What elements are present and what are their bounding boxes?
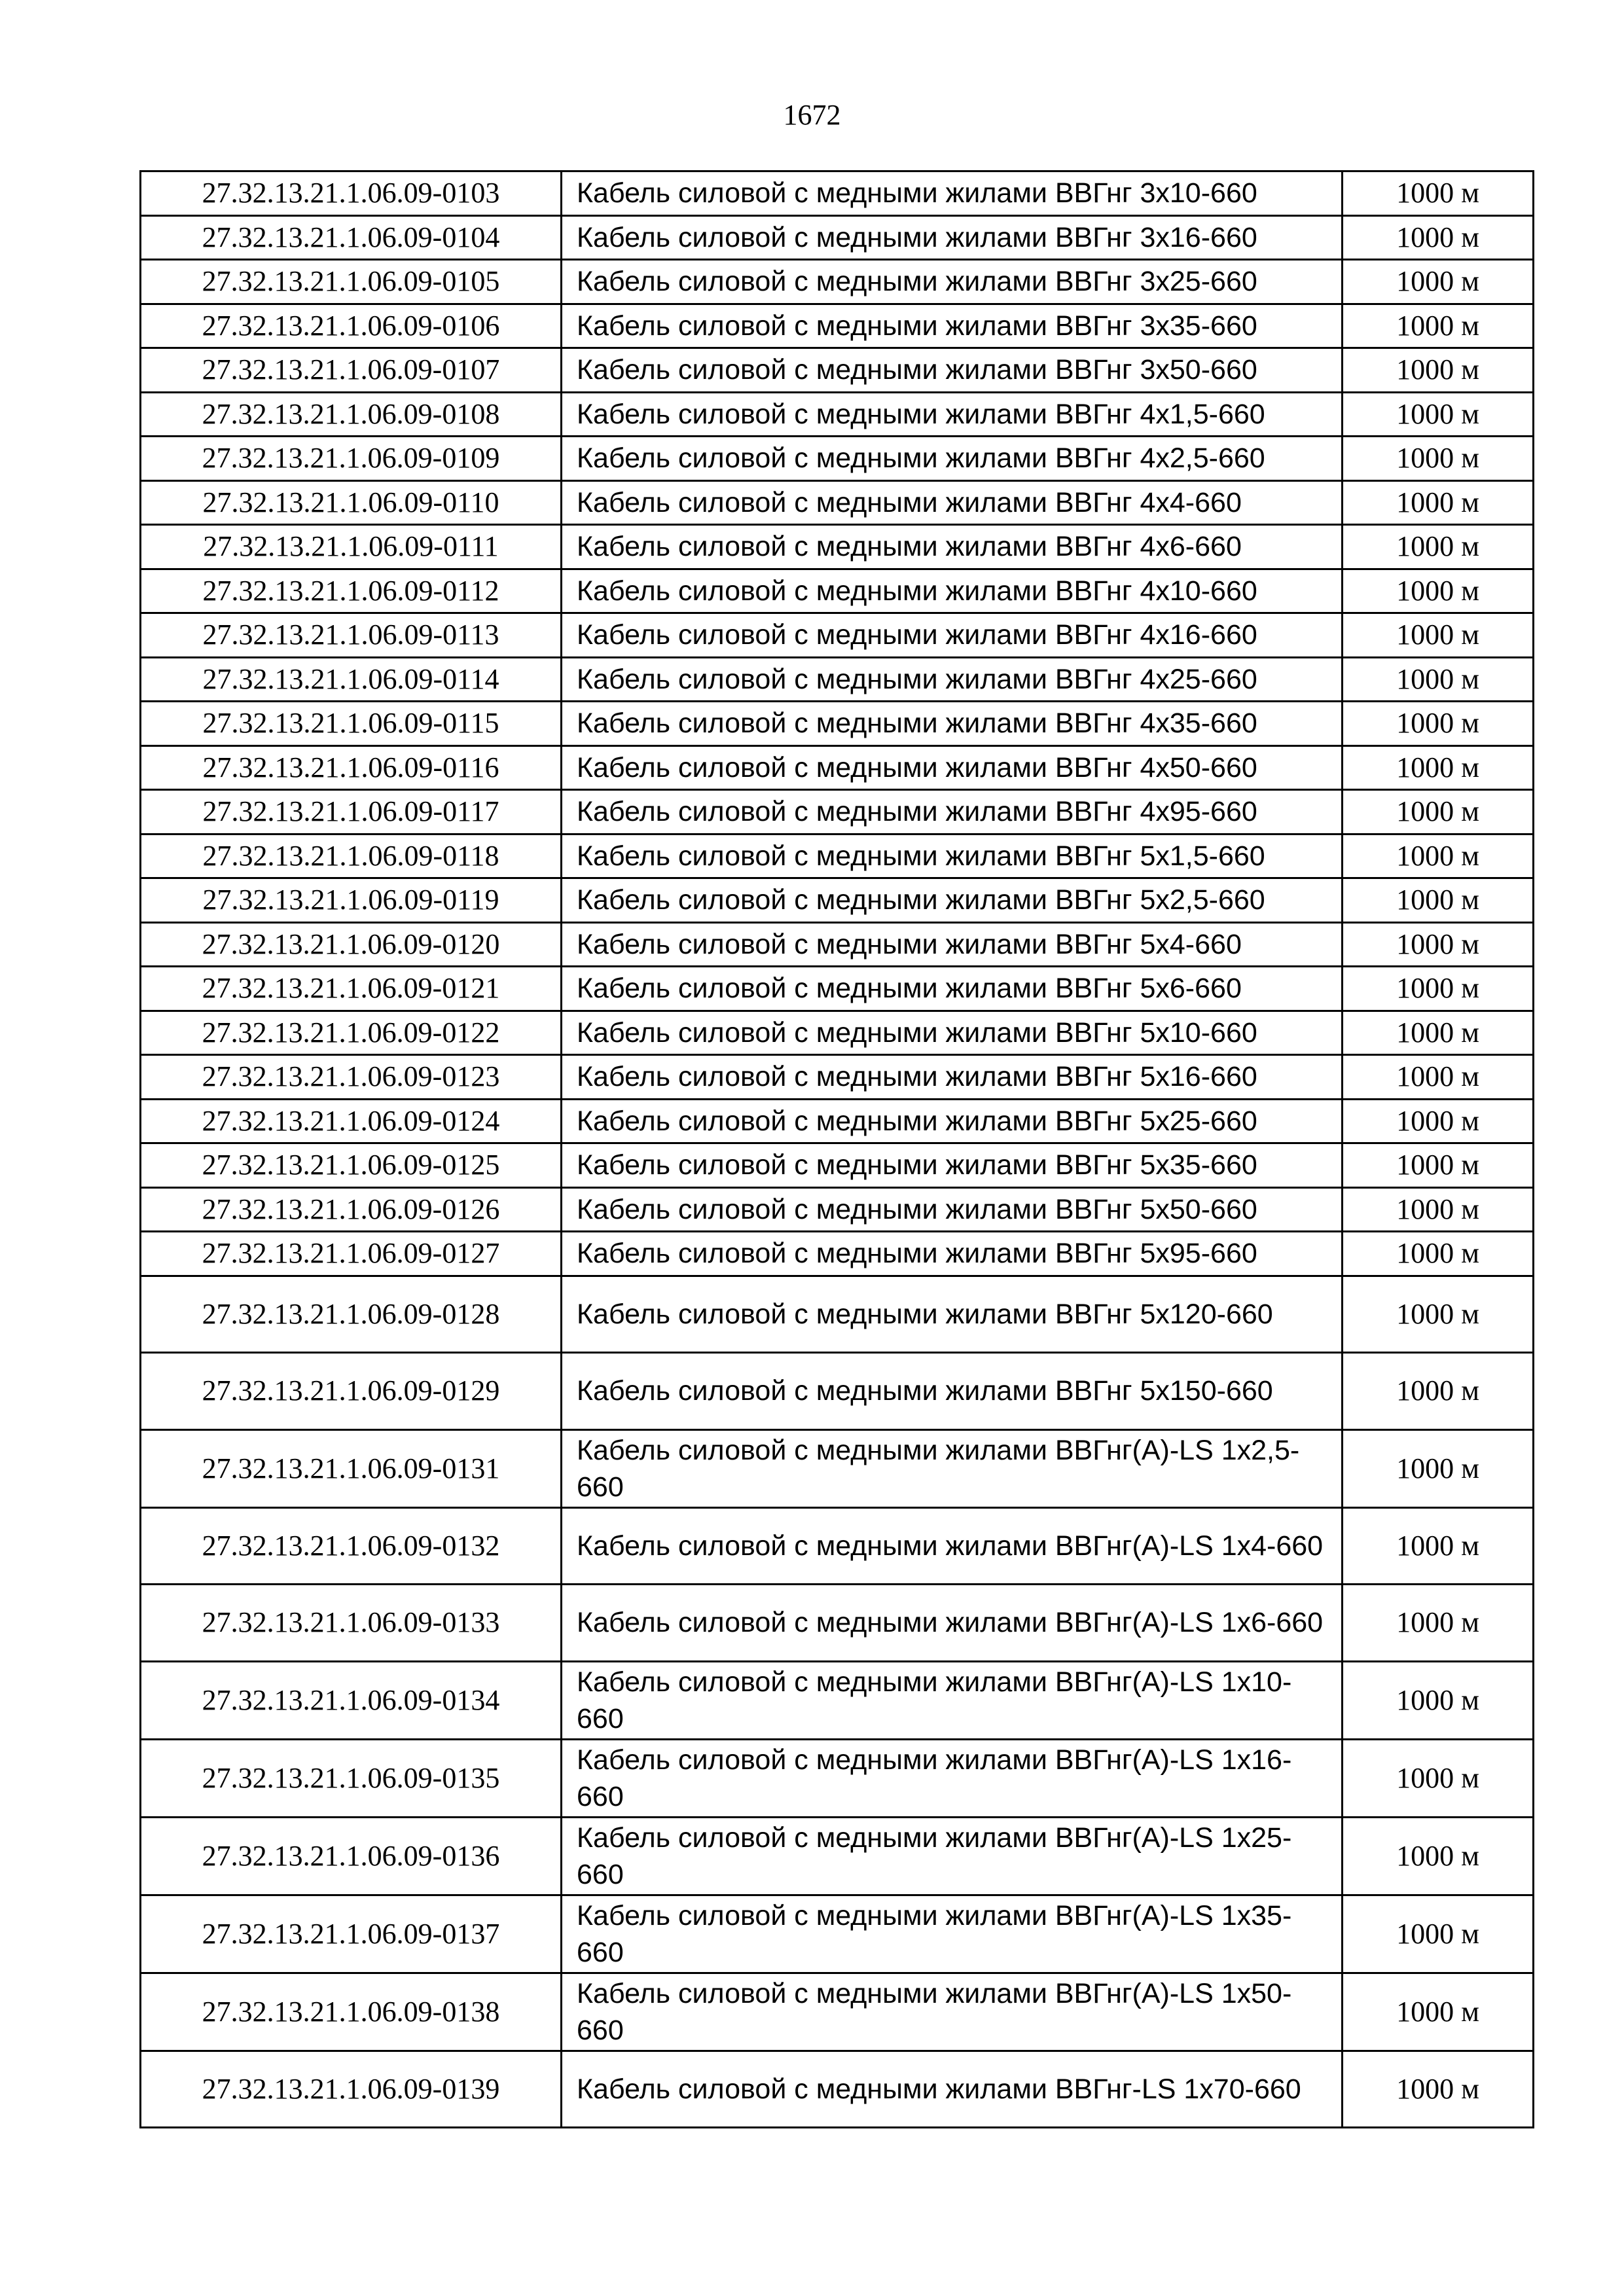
resource-unit: 1000 м	[1343, 1895, 1534, 1973]
resource-unit: 1000 м	[1343, 790, 1534, 834]
table-row	[141, 834, 1534, 878]
resource-unit: 1000 м	[1343, 745, 1534, 790]
table-row	[141, 1817, 1534, 1895]
table-row	[141, 2051, 1534, 2128]
resource-code: 27.32.13.21.1.06.09-0128	[141, 1276, 562, 1353]
resource-name: Кабель силовой с медными жилами ВВГнг 5х10-660	[562, 1011, 1343, 1055]
resource-code: 27.32.13.21.1.06.09-0126	[141, 1187, 562, 1232]
resource-code: 27.32.13.21.1.06.09-0123	[141, 1055, 562, 1100]
resource-unit: 1000 м	[1343, 1973, 1534, 2051]
resource-unit: 1000 м	[1343, 702, 1534, 746]
resource-unit: 1000 м	[1343, 1507, 1534, 1585]
table-row	[141, 392, 1534, 437]
resource-name: Кабель силовой с медными жилами ВВГнг 4х6-660	[562, 525, 1343, 569]
table-row	[141, 260, 1534, 304]
resource-unit: 1000 м	[1343, 834, 1534, 878]
table-row	[141, 480, 1534, 525]
resource-name: Кабель силовой с медными жилами ВВГнг 5х95-660	[562, 1232, 1343, 1276]
resource-code: 27.32.13.21.1.06.09-0117	[141, 790, 562, 834]
resource-code: 27.32.13.21.1.06.09-0116	[141, 745, 562, 790]
resource-unit: 1000 м	[1343, 1143, 1534, 1188]
resource-name: Кабель силовой с медными жилами ВВГнг(А)-LS 1х2,5-660	[562, 1429, 1343, 1507]
resource-name: Кабель силовой с медными жилами ВВГнг-LS 1х70-660	[562, 2051, 1343, 2128]
resource-code: 27.32.13.21.1.06.09-0125	[141, 1143, 562, 1188]
resource-unit: 1000 м	[1343, 569, 1534, 613]
resource-code: 27.32.13.21.1.06.09-0124	[141, 1099, 562, 1143]
resource-name: Кабель силовой с медными жилами ВВГнг 4х2,5-660	[562, 437, 1343, 481]
table-row	[141, 304, 1534, 348]
table-row	[141, 569, 1534, 613]
resource-code: 27.32.13.21.1.06.09-0118	[141, 834, 562, 878]
resource-code: 27.32.13.21.1.06.09-0112	[141, 569, 562, 613]
table-row	[141, 1276, 1534, 1353]
resource-code: 27.32.13.21.1.06.09-0122	[141, 1011, 562, 1055]
resource-code: 27.32.13.21.1.06.09-0120	[141, 922, 562, 967]
resource-unit: 1000 м	[1343, 1011, 1534, 1055]
resource-name: Кабель силовой с медными жилами ВВГнг 3х16-660	[562, 215, 1343, 260]
resource-name: Кабель силовой с медными жилами ВВГнг 5х1,5-660	[562, 834, 1343, 878]
resource-code: 27.32.13.21.1.06.09-0138	[141, 1973, 562, 2051]
resource-code: 27.32.13.21.1.06.09-0136	[141, 1817, 562, 1895]
table-row	[141, 702, 1534, 746]
resource-code: 27.32.13.21.1.06.09-0105	[141, 260, 562, 304]
resource-name: Кабель силовой с медными жилами ВВГнг(А)-LS 1х6-660	[562, 1585, 1343, 1662]
resource-name: Кабель силовой с медными жилами ВВГнг(А)-LS 1х4-660	[562, 1507, 1343, 1585]
resource-code: 27.32.13.21.1.06.09-0114	[141, 657, 562, 702]
resource-unit: 1000 м	[1343, 348, 1534, 393]
table-row	[141, 745, 1534, 790]
resource-name: Кабель силовой с медными жилами ВВГнг 5х2,5-660	[562, 878, 1343, 923]
resource-name: Кабель силовой с медными жилами ВВГнг 5х4-660	[562, 922, 1343, 967]
resource-unit: 1000 м	[1343, 1232, 1534, 1276]
resource-unit: 1000 м	[1343, 1661, 1534, 1739]
table-row	[141, 1585, 1534, 1662]
resource-unit: 1000 м	[1343, 1099, 1534, 1143]
resource-name: Кабель силовой с медными жилами ВВГнг(А)-LS 1х25-660	[562, 1817, 1343, 1895]
resource-code: 27.32.13.21.1.06.09-0133	[141, 1585, 562, 1662]
resource-code: 27.32.13.21.1.06.09-0109	[141, 437, 562, 481]
resource-name: Кабель силовой с медными жилами ВВГнг 5х50-660	[562, 1187, 1343, 1232]
table-row	[141, 790, 1534, 834]
resource-name: Кабель силовой с медными жилами ВВГнг 4х1,5-660	[562, 392, 1343, 437]
resource-name: Кабель силовой с медными жилами ВВГнг 3х35-660	[562, 304, 1343, 348]
table-row	[141, 348, 1534, 393]
table-row	[141, 613, 1534, 658]
table-row	[141, 657, 1534, 702]
resource-unit: 1000 м	[1343, 525, 1534, 569]
resource-name: Кабель силовой с медными жилами ВВГнг 4х50-660	[562, 745, 1343, 790]
table-row	[141, 922, 1534, 967]
resource-name: Кабель силовой с медными жилами ВВГнг 4х35-660	[562, 702, 1343, 746]
resource-unit: 1000 м	[1343, 480, 1534, 525]
resource-code: 27.32.13.21.1.06.09-0119	[141, 878, 562, 923]
resource-unit: 1000 м	[1343, 215, 1534, 260]
resource-unit: 1000 м	[1343, 1055, 1534, 1100]
resource-code: 27.32.13.21.1.06.09-0106	[141, 304, 562, 348]
resource-name: Кабель силовой с медными жилами ВВГнг 4х16-660	[562, 613, 1343, 658]
table-row	[141, 1895, 1534, 1973]
resource-name: Кабель силовой с медными жилами ВВГнг(А)-LS 1х35-660	[562, 1895, 1343, 1973]
resource-code: 27.32.13.21.1.06.09-0139	[141, 2051, 562, 2128]
resource-unit: 1000 м	[1343, 260, 1534, 304]
resource-unit: 1000 м	[1343, 967, 1534, 1011]
table-row	[141, 967, 1534, 1011]
resource-unit: 1000 м	[1343, 1276, 1534, 1353]
resource-code: 27.32.13.21.1.06.09-0127	[141, 1232, 562, 1276]
resource-unit: 1000 м	[1343, 1187, 1534, 1232]
resource-code: 27.32.13.21.1.06.09-0132	[141, 1507, 562, 1585]
resource-name: Кабель силовой с медными жилами ВВГнг 5х16-660	[562, 1055, 1343, 1100]
table-row	[141, 1055, 1534, 1100]
resource-unit: 1000 м	[1343, 304, 1534, 348]
resource-code: 27.32.13.21.1.06.09-0135	[141, 1739, 562, 1817]
resource-unit: 1000 м	[1343, 1353, 1534, 1430]
table-row	[141, 1661, 1534, 1739]
table-row	[141, 1011, 1534, 1055]
table-row	[141, 1973, 1534, 2051]
table-row	[141, 878, 1534, 923]
resource-name: Кабель силовой с медными жилами ВВГнг 5х35-660	[562, 1143, 1343, 1188]
resource-unit: 1000 м	[1343, 392, 1534, 437]
resource-name: Кабель силовой с медными жилами ВВГнг 3х25-660	[562, 260, 1343, 304]
resource-name: Кабель силовой с медными жилами ВВГнг 5х25-660	[562, 1099, 1343, 1143]
table-row	[141, 1099, 1534, 1143]
resource-unit: 1000 м	[1343, 1585, 1534, 1662]
resource-name: Кабель силовой с медными жилами ВВГнг 4х95-660	[562, 790, 1343, 834]
resource-unit: 1000 м	[1343, 922, 1534, 967]
resource-name: Кабель силовой с медными жилами ВВГнг 4х25-660	[562, 657, 1343, 702]
resource-code: 27.32.13.21.1.06.09-0110	[141, 480, 562, 525]
resource-code: 27.32.13.21.1.06.09-0137	[141, 1895, 562, 1973]
resource-code: 27.32.13.21.1.06.09-0113	[141, 613, 562, 658]
resource-code: 27.32.13.21.1.06.09-0104	[141, 215, 562, 260]
resource-unit: 1000 м	[1343, 437, 1534, 481]
resource-name: Кабель силовой с медными жилами ВВГнг(А)-LS 1х10-660	[562, 1661, 1343, 1739]
resource-code: 27.32.13.21.1.06.09-0107	[141, 348, 562, 393]
resource-code: 27.32.13.21.1.06.09-0111	[141, 525, 562, 569]
table-row	[141, 215, 1534, 260]
table-row	[141, 1507, 1534, 1585]
resource-code: 27.32.13.21.1.06.09-0134	[141, 1661, 562, 1739]
table-row	[141, 171, 1534, 216]
resource-name: Кабель силовой с медными жилами ВВГнг 3х10-660	[562, 171, 1343, 216]
resource-unit: 1000 м	[1343, 171, 1534, 216]
resource-table-body	[141, 171, 1534, 2128]
resource-code: 27.32.13.21.1.06.09-0103	[141, 171, 562, 216]
resource-name: Кабель силовой с медными жилами ВВГнг 3х50-660	[562, 348, 1343, 393]
table-row	[141, 437, 1534, 481]
resource-unit: 1000 м	[1343, 657, 1534, 702]
resource-unit: 1000 м	[1343, 878, 1534, 923]
resource-code: 27.32.13.21.1.06.09-0121	[141, 967, 562, 1011]
table-row	[141, 1353, 1534, 1430]
resource-name: Кабель силовой с медными жилами ВВГнг 4х10-660	[562, 569, 1343, 613]
resource-name: Кабель силовой с медными жилами ВВГнг 5х150-660	[562, 1353, 1343, 1430]
table-row	[141, 1739, 1534, 1817]
resource-name: Кабель силовой с медными жилами ВВГнг(А)-LS 1х16-660	[562, 1739, 1343, 1817]
resource-unit: 1000 м	[1343, 1739, 1534, 1817]
resource-unit: 1000 м	[1343, 2051, 1534, 2128]
table-row	[141, 1187, 1534, 1232]
resource-code: 27.32.13.21.1.06.09-0131	[141, 1429, 562, 1507]
table-row	[141, 1232, 1534, 1276]
page-number: 1672	[783, 99, 841, 131]
resource-code: 27.32.13.21.1.06.09-0129	[141, 1353, 562, 1430]
resource-name: Кабель силовой с медными жилами ВВГнг(А)-LS 1х50-660	[562, 1973, 1343, 2051]
resource-name: Кабель силовой с медными жилами ВВГнг 4х4-660	[562, 480, 1343, 525]
table-row	[141, 1429, 1534, 1507]
resource-name: Кабель силовой с медными жилами ВВГнг 5х6-660	[562, 967, 1343, 1011]
resource-table	[139, 170, 1534, 2128]
table-row	[141, 1143, 1534, 1188]
resource-unit: 1000 м	[1343, 1817, 1534, 1895]
resource-unit: 1000 м	[1343, 613, 1534, 658]
resource-code: 27.32.13.21.1.06.09-0115	[141, 702, 562, 746]
resource-unit: 1000 м	[1343, 1429, 1534, 1507]
resource-name: Кабель силовой с медными жилами ВВГнг 5х120-660	[562, 1276, 1343, 1353]
table-row	[141, 525, 1534, 569]
resource-code: 27.32.13.21.1.06.09-0108	[141, 392, 562, 437]
